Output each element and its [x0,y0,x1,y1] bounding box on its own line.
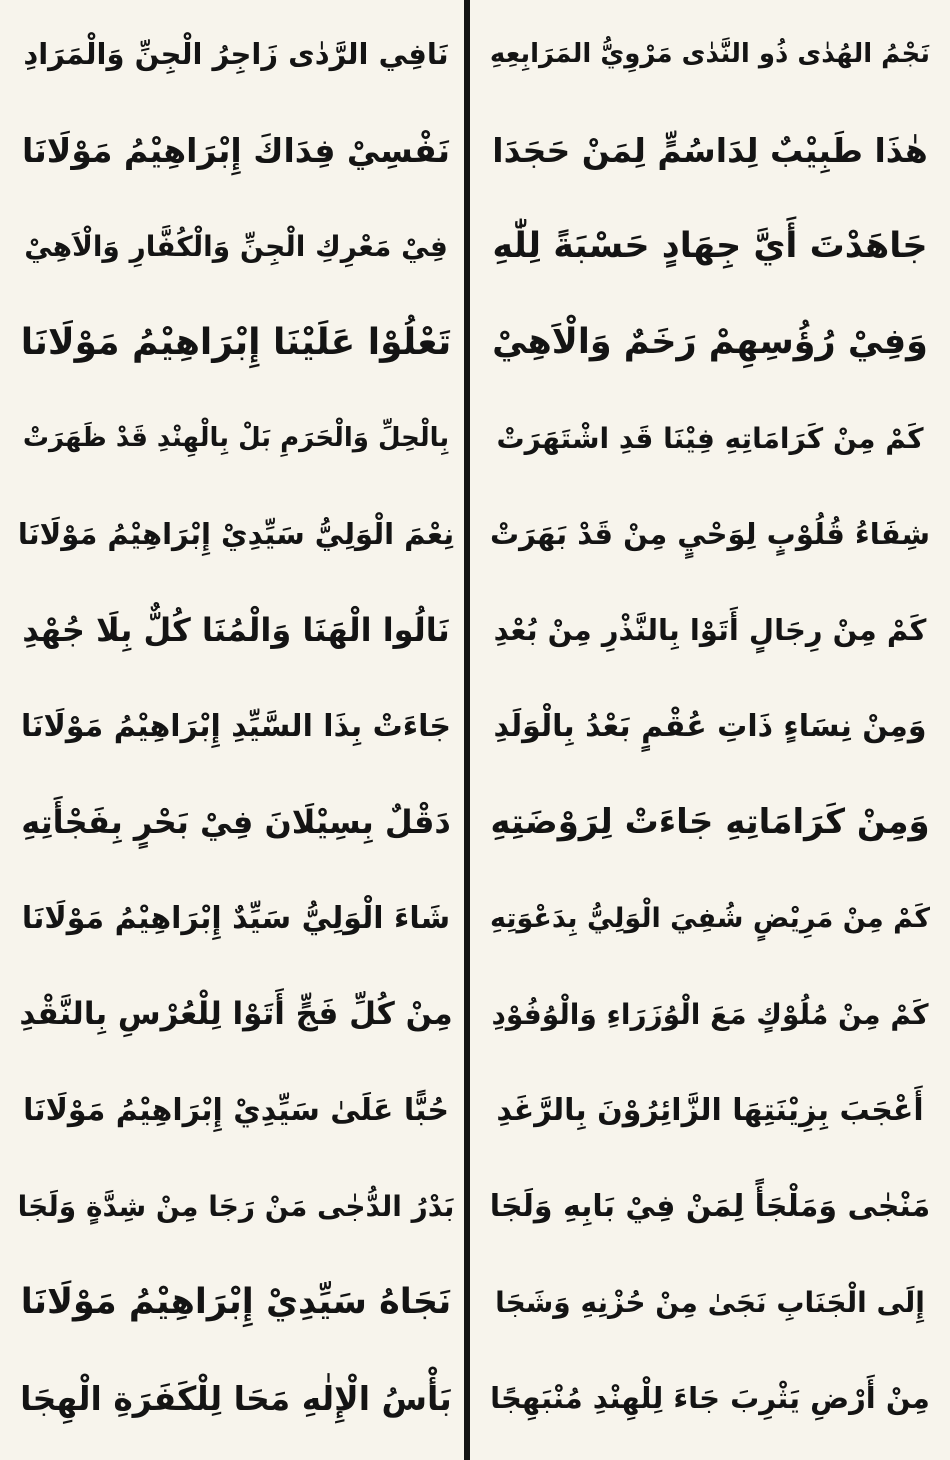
verse-line: كَمْ مِنْ مَرِيْضٍ شُفِيَ الْوَلِيُّ بِدَعْوَتِهِ [490,902,930,934]
verse-line: فِيْ مَعْرِكِ الْجِنِّ وَالْكُفَّارِ وَالْاَهِيْ [24,229,448,263]
verse-line: جَاءَتْ بِذَا السَّيِّدِ إِبْرَاهِيْمُ مَوْلَانَا [21,708,451,744]
verse-line: نَالُوا الْهَنَا وَالْمُنَا كُلٌّ بِلَا جُهْدِ [22,611,450,649]
verse-line: هٰذَا طَبِيْبٌ لِدَاسُمٍّ لِمَنْ حَجَدَا [492,130,928,170]
verse-line: تَعْلُوْا عَلَيْنَا إِبْرَاهِيْمُ مَوْلَانَا [20,321,452,363]
right-column [490,6,930,1446]
left-column [18,6,454,1446]
verse-line: مِنْ أَرْضِ يَثْرِبَ جَاءَ لِلْهِنْدِ مُنْبَهِجًا [490,1381,930,1415]
verse-line: وَمِنْ كَرَامَاتِهِ جَاءَتْ لِرَوْضَتِهِ [490,802,930,842]
verse-line: وَمِنْ نِسَاءٍ ذَاتِ عُقْمٍ بَعْدُ بِالْوَلَدِ [493,708,927,744]
verse-line: كَمْ مِنْ كَرَامَاتِهِ فِيْنَا قَدِ اشْتَهَرَتْ [496,421,924,455]
verse-line: نِعْمَ الْوَلِيُّ سَيِّدِيْ إِبْرَاهِيْمُ مَوْلَانَا [18,517,454,551]
verse-line: مَنْجٰى وَمَلْجَأً لِمَنْ فِيْ بَابِهِ وَلَجَا [490,1188,930,1224]
verse-line: كَمْ مِنْ مُلُوْكٍ مَعَ الْوُزَرَاءِ وَالْوُفُوْدِ [491,997,929,1031]
verse-line: شَاءَ الْوَلِيُّ سَيِّدٌ إِبْرَاهِيْمُ مَوْلَانَا [21,900,451,936]
verse-line: كَمْ مِنْ رِجَالٍ أَتَوْا بِالنَّذْرِ مِنْ بُعْدِ [493,613,927,647]
verse-line: شِفَاءُ قُلُوْبٍ لِوَحْيٍ مِنْ قَدْ بَهَرَتْ [490,517,930,551]
verse-line: بَدْرُ الدُّجٰى مَنْ رَجَا مِنْ شِدَّةٍ وَلَجَا [18,1189,454,1223]
verse-line: بَأْسُ الْإِلٰهِ مَحَا لِلْكَفَرَةِ الْهِجَا [20,1378,452,1418]
verse-line: إِلَى الْجَنَابِ نَجَىٰ مِنْ حُزْنِهِ وَشَجَا [495,1285,925,1319]
verse-line: نَجَاهُ سَيِّدِيْ إِبْرَاهِيْمُ مَوْلَانَا [20,1282,452,1322]
verse-line: دَقْلٌ بِسِيْلَانَ فِيْ بَحْرٍ بِفَجْأَتِهِ [21,803,451,841]
column-divider [464,0,470,1460]
verse-line: نَجْمُ الهُدٰى ذُو النَّدٰى مَرْوِيُّ المَرَابِعِهِ [490,39,930,69]
verse-line: جَاهَدْتَ أَيَّ جِهَادٍ حَسْبَةً لِلّٰهِ [492,226,928,266]
verse-line: وَفِيْ رُؤُسِهِمْ رَخَمٌ وَالْاَهِيْ [492,322,928,362]
verse-line: بِالْحِلِّ وَالْحَرَمِ بَلْ بِالْهِنْدِ قَدْ ظَهَرَتْ [22,423,450,453]
verse-line: نَفْسِيْ فِدَاكَ إِبْرَاهِيْمُ مَوْلَانَا [21,130,451,170]
verse-line: أَعْجَبَ بِزِيْنَتِهَا الزَّائِرُوْنَ بِالرَّغَدِ [496,1092,924,1128]
verse-line: نَافِي الرَّدٰى زَاجِرُ الْجِنِّ وَالْمَرَادِ [23,37,449,71]
verse-line: حُبًّا عَلَىٰ سَيِّدِيْ إِبْرَاهِيْمُ مَوْلَانَا [23,1092,449,1128]
verse-line: مِنْ كُلِّ فَجٍّ أَتَوْا لِلْعُرْسِ بِالنَّقْدِ [19,996,453,1032]
